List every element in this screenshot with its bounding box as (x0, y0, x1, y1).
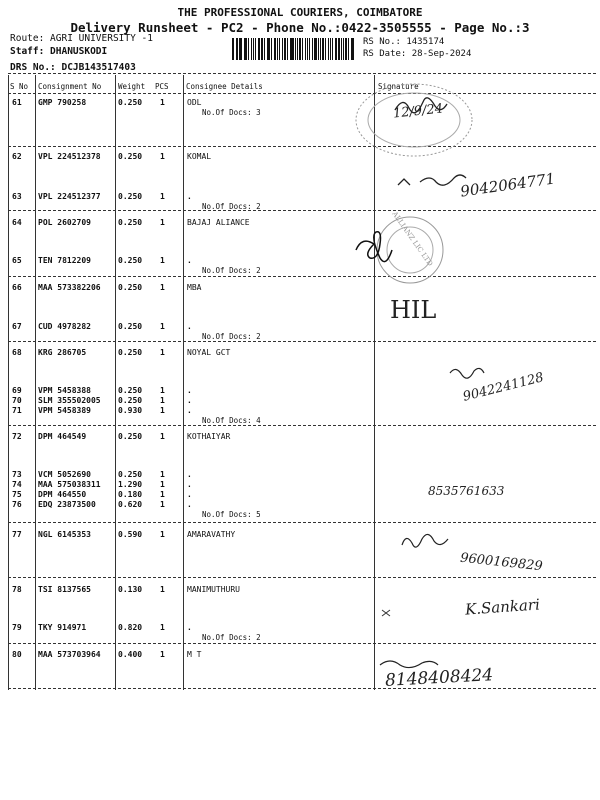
docs-count: No.Of Docs: 4 (202, 416, 261, 425)
row-pcs: 1 (160, 386, 165, 395)
docs-count: No.Of Docs: 2 (202, 633, 261, 642)
row-sno: 73 (12, 470, 22, 479)
row-pcs: 1 (160, 256, 165, 265)
consignee-name: MANIMUTHURU (187, 585, 240, 594)
signature-scribble-6 (382, 610, 390, 616)
col-pcs: PCS (155, 82, 169, 91)
col-signature: Signature (378, 82, 419, 91)
row-consignment: SLM 355502005 (38, 396, 101, 405)
consignee-name: ODL (187, 98, 202, 107)
signature-phone: 9600169829 (459, 550, 544, 575)
row-mark: . (187, 480, 192, 489)
row-sno: 74 (12, 480, 22, 489)
signature-scribble-4 (450, 368, 484, 378)
signature-initials: HIL (390, 296, 437, 324)
row-pcs: 1 (160, 500, 165, 509)
rs-number: RS No.: 1435174 (363, 37, 445, 47)
row-mark: . (187, 623, 192, 632)
row-pcs: 1 (160, 348, 165, 357)
consignee-name: M T (187, 650, 202, 659)
row-mark: . (187, 386, 192, 395)
row-sno: 80 (12, 650, 22, 659)
stamp-text: ALLIANZ LIC LTD (390, 210, 435, 268)
row-sno: 70 (12, 396, 22, 405)
row-mark: . (187, 256, 192, 265)
row-weight: 0.130 (118, 585, 143, 594)
row-consignment: MAA 573382206 (38, 283, 101, 292)
col-consignee: Consignee Details (186, 82, 263, 91)
row-weight: 0.250 (118, 386, 143, 395)
row-sno: 61 (12, 98, 22, 107)
route-label: Route: AGRI UNIVERSITY -1 (10, 33, 153, 44)
row-pcs: 1 (160, 432, 165, 441)
row-weight: 0.250 (118, 432, 143, 441)
row-consignment: TKY 914971 (38, 623, 87, 632)
consignee-name: KOTHAIYAR (187, 432, 231, 441)
signature-scribble-3 (356, 232, 392, 262)
row-sno: 65 (12, 256, 22, 265)
row-consignment: VCM 5052690 (38, 470, 91, 479)
rs-date: RS Date: 28-Sep-2024 (363, 49, 472, 59)
row-mark: . (187, 500, 192, 509)
row-mark: . (187, 322, 192, 331)
row-consignment: VPM 5458389 (38, 406, 91, 415)
row-pcs: 1 (160, 192, 165, 201)
row-consignment: KRG 286705 (38, 348, 87, 357)
row-consignment: EDQ 23873500 (38, 500, 96, 509)
row-consignment: POL 2602709 (38, 218, 91, 227)
signature-date: 12/9/24 (392, 101, 444, 122)
company-name: THE PROFESSIONAL COURIERS, COIMBATORE (177, 6, 423, 19)
row-sno: 75 (12, 490, 22, 499)
row-weight: 0.930 (118, 406, 143, 415)
consignee-name: NOYAL GCT (187, 348, 231, 357)
row-pcs: 1 (160, 406, 165, 415)
row-pcs: 1 (160, 98, 165, 107)
row-pcs: 1 (160, 480, 165, 489)
row-sno: 67 (12, 322, 22, 331)
row-pcs: 1 (160, 152, 165, 161)
docs-count: No.Of Docs: 2 (202, 266, 261, 275)
row-sno: 79 (12, 623, 22, 632)
row-consignment: TSI 8137565 (38, 585, 91, 594)
signature-scribble-2 (398, 175, 466, 185)
row-sno: 63 (12, 192, 22, 201)
signature-phone: 8535761633 (428, 484, 505, 498)
signature-name: K.Sankari (464, 595, 541, 619)
row-weight: 0.250 (118, 470, 143, 479)
row-weight: 0.250 (118, 322, 143, 331)
docs-count: No.Of Docs: 5 (202, 510, 261, 519)
row-weight: 0.250 (118, 218, 143, 227)
row-weight: 0.400 (118, 650, 143, 659)
row-sno: 78 (12, 585, 22, 594)
row-weight: 0.180 (118, 490, 143, 499)
docs-count: No.Of Docs: 2 (202, 202, 261, 211)
row-weight: 0.250 (118, 396, 143, 405)
row-sno: 62 (12, 152, 22, 161)
row-sno: 76 (12, 500, 22, 509)
row-sno: 64 (12, 218, 22, 227)
row-mark: . (187, 192, 192, 201)
row-pcs: 1 (160, 218, 165, 227)
consignee-name: MBA (187, 283, 202, 292)
row-pcs: 1 (160, 650, 165, 659)
runsheet-title: Delivery Runsheet - PC2 - Phone No.:0422-3505555 - Page No.:3 (70, 20, 530, 35)
signature-phone: 8148408424 (384, 665, 494, 691)
row-weight: 0.250 (118, 192, 143, 201)
signature-scribble-5 (402, 534, 448, 547)
row-weight: 0.250 (118, 98, 143, 107)
row-sno: 72 (12, 432, 22, 441)
col-sno: S No (10, 82, 29, 91)
stamp-1 (356, 84, 472, 156)
row-weight: 0.250 (118, 348, 143, 357)
row-weight: 0.250 (118, 256, 143, 265)
row-mark: . (187, 406, 192, 415)
consignee-name: BAJAJ ALIANCE (187, 218, 250, 227)
stamp-2 (377, 217, 443, 283)
row-pcs: 1 (160, 470, 165, 479)
consignee-name: KOMAL (187, 152, 212, 161)
row-consignment: GMP 790258 (38, 98, 87, 107)
row-sno: 71 (12, 406, 22, 415)
drs-label: DRS No.: DCJB143517403 (10, 62, 136, 73)
row-sno: 68 (12, 348, 22, 357)
signature-scribble-7 (380, 661, 438, 668)
row-sno: 77 (12, 530, 22, 539)
row-sno: 69 (12, 386, 22, 395)
row-consignment: NGL 6145353 (38, 530, 91, 539)
row-pcs: 1 (160, 585, 165, 594)
col-consignment: Consignment No (38, 82, 102, 91)
row-pcs: 1 (160, 396, 165, 405)
row-pcs: 1 (160, 283, 165, 292)
row-mark: . (187, 470, 192, 479)
row-weight: 0.250 (118, 283, 143, 292)
row-consignment: MAA 575038311 (38, 480, 101, 489)
row-consignment: VPM 5458388 (38, 386, 91, 395)
signature-phone: 9042064771 (459, 169, 557, 201)
row-pcs: 1 (160, 490, 165, 499)
consignee-name: AMARAVATHY (187, 530, 236, 539)
row-consignment: VPL 224512377 (38, 192, 101, 201)
row-weight: 0.820 (118, 623, 143, 632)
row-weight: 1.290 (118, 480, 143, 489)
row-consignment: MAA 573703964 (38, 650, 101, 659)
row-consignment: CUD 4978282 (38, 322, 91, 331)
row-mark: . (187, 396, 192, 405)
row-pcs: 1 (160, 623, 165, 632)
row-consignment: DPM 464550 (38, 490, 87, 499)
staff-label: Staff: DHANUSKODI (10, 46, 108, 57)
signature-phone: 9042241128 (461, 370, 546, 405)
col-weight: Weight (118, 82, 146, 91)
docs-count: No.Of Docs: 2 (202, 332, 261, 341)
row-sno: 66 (12, 283, 22, 292)
row-weight: 0.590 (118, 530, 143, 539)
row-pcs: 1 (160, 530, 165, 539)
row-weight: 0.620 (118, 500, 143, 509)
row-mark: . (187, 490, 192, 499)
row-consignment: TEN 7812209 (38, 256, 91, 265)
row-consignment: DPM 464549 (38, 432, 87, 441)
row-pcs: 1 (160, 322, 165, 331)
docs-count: No.Of Docs: 3 (202, 108, 261, 117)
row-consignment: VPL 224512378 (38, 152, 101, 161)
row-weight: 0.250 (118, 152, 143, 161)
